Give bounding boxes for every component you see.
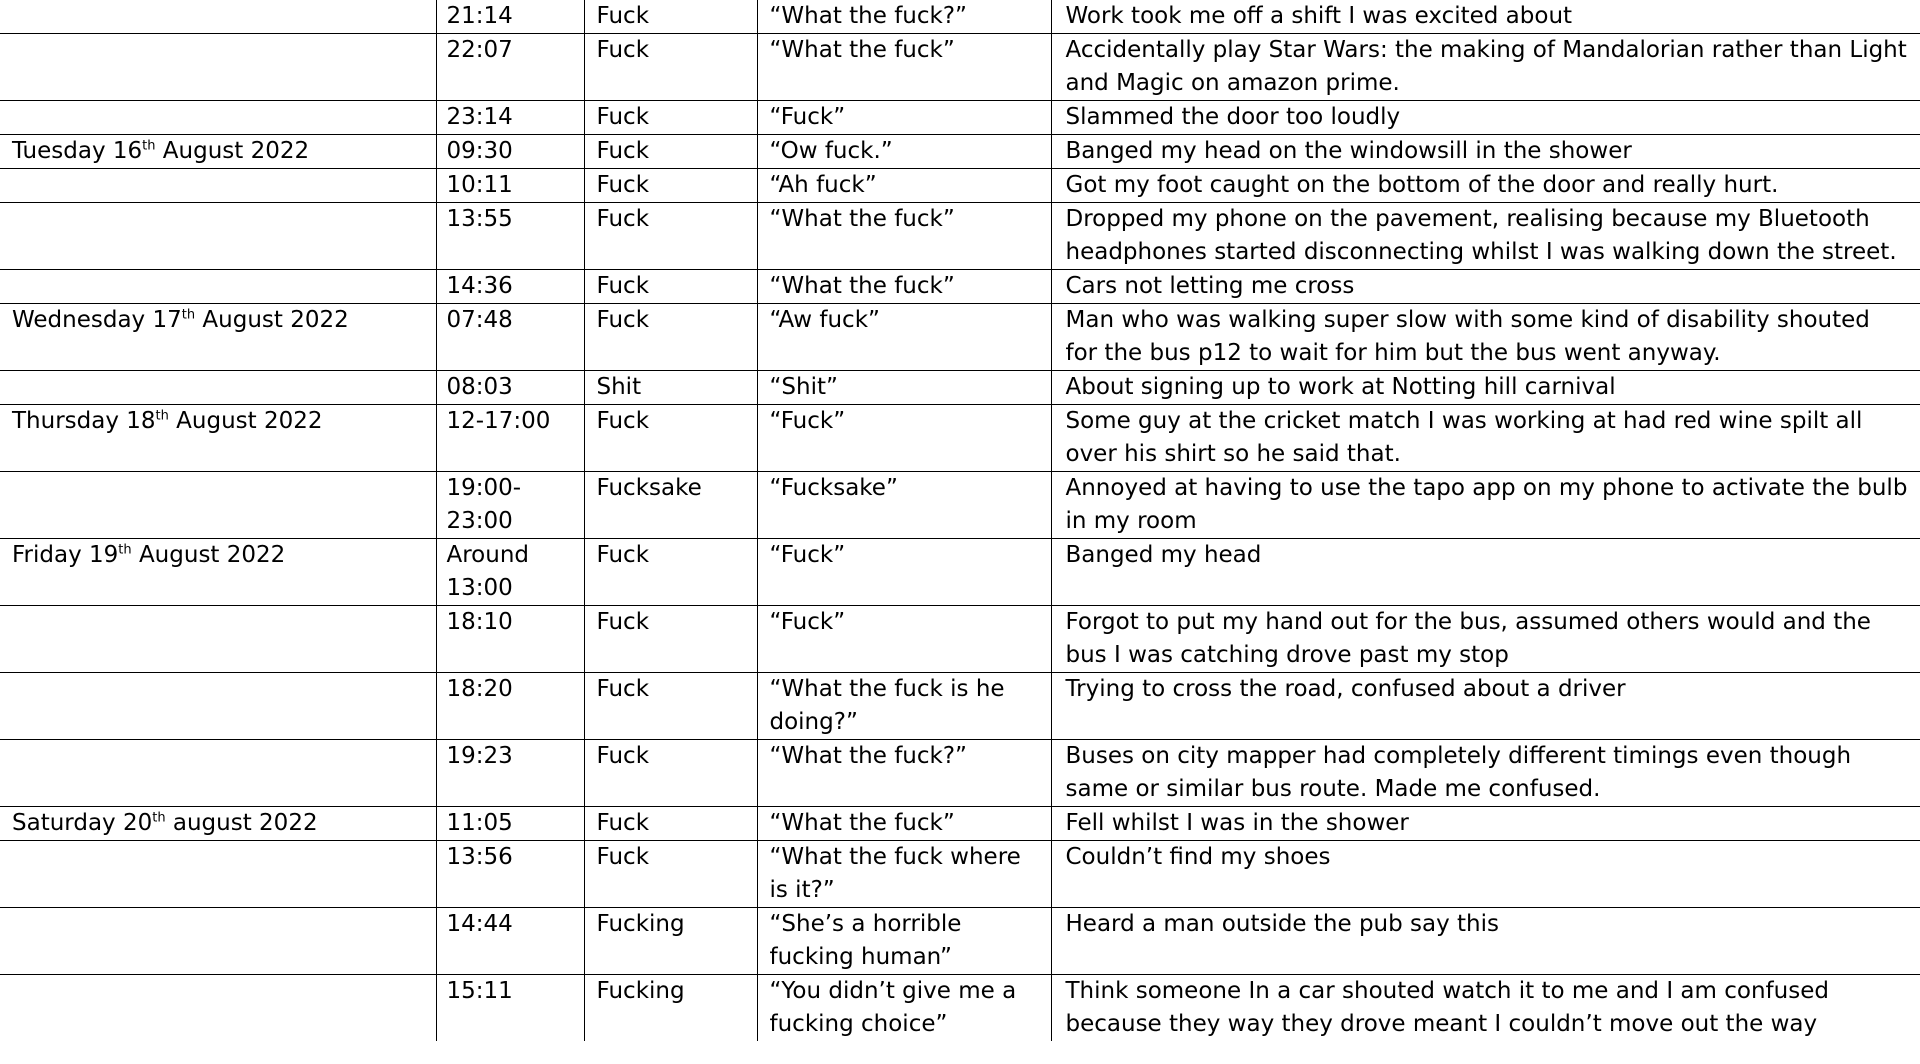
time-cell: 11:05 [436, 807, 584, 841]
table-row [0, 740, 1920, 807]
quote-cell: “What the fuck” [757, 203, 1051, 270]
date-cell [0, 101, 436, 135]
date-ordinal-suffix: th [142, 138, 156, 154]
table-row [0, 539, 1920, 606]
time-cell: 18:10 [436, 606, 584, 673]
time-cell: 19:00-23:00 [436, 472, 584, 539]
date-cell [0, 673, 436, 740]
quote-cell: “What the fuck” [757, 270, 1051, 304]
table-row [0, 304, 1920, 371]
context-cell: Accidentally play Star Wars: the making of Mandalorian rather than Light and Magic on amazon prime. [1051, 34, 1920, 101]
quote-cell: “Ow fuck.” [757, 135, 1051, 169]
swear-word-cell: Fucking [584, 975, 757, 1042]
context-cell: Some guy at the cricket match I was working at had red wine spilt all over his shirt so he said that. [1051, 405, 1920, 472]
table-row [0, 841, 1920, 908]
quote-cell: “Shit” [757, 371, 1051, 405]
swear-word-cell: Fuck [584, 740, 757, 807]
swear-word-cell: Fuck [584, 34, 757, 101]
date-day: Saturday 20 [12, 810, 153, 836]
swear-word-cell: Fuck [584, 807, 757, 841]
swear-word-cell: Fuck [584, 304, 757, 371]
time-cell: 09:30 [436, 135, 584, 169]
date-month-year: August 2022 [155, 138, 310, 164]
swear-word-cell: Fucksake [584, 472, 757, 539]
table-row [0, 975, 1920, 1042]
swear-word-cell: Fuck [584, 169, 757, 203]
time-cell: 10:11 [436, 169, 584, 203]
date-ordinal-suffix: th [152, 810, 166, 826]
date-cell [0, 841, 436, 908]
date-cell [0, 203, 436, 270]
table-row [0, 270, 1920, 304]
table-row [0, 606, 1920, 673]
date-cell [0, 908, 436, 975]
table-row [0, 472, 1920, 539]
time-cell: 21:14 [436, 0, 584, 34]
quote-cell: “Fuck” [757, 539, 1051, 606]
date-month-year: August 2022 [131, 542, 286, 568]
date-cell [0, 606, 436, 673]
swear-word-cell: Fuck [584, 135, 757, 169]
table-row [0, 405, 1920, 472]
table-row [0, 169, 1920, 203]
table-row [0, 807, 1920, 841]
quote-cell: “Ah fuck” [757, 169, 1051, 203]
time-cell: 19:23 [436, 740, 584, 807]
context-cell: Forgot to put my hand out for the bus, assumed others would and the bus I was catching drove past my stop [1051, 606, 1920, 673]
time-cell: 13:55 [436, 203, 584, 270]
table-row [0, 135, 1920, 169]
date-cell [0, 405, 436, 472]
date-day: Wednesday 17 [12, 307, 182, 333]
quote-cell: “Aw fuck” [757, 304, 1051, 371]
swear-word-cell: Shit [584, 371, 757, 405]
quote-cell: “Fuck” [757, 101, 1051, 135]
context-cell: Think someone In a car shouted watch it to me and I am confused because they way they drove meant I couldn’t move out the way [1051, 975, 1920, 1042]
table-row [0, 0, 1920, 34]
context-cell: Slammed the door too loudly [1051, 101, 1920, 135]
date-cell [0, 135, 436, 169]
date-cell [0, 270, 436, 304]
swear-word-cell: Fuck [584, 673, 757, 740]
quote-cell: “What the fuck?” [757, 0, 1051, 34]
date-month-year: August 2022 [168, 408, 323, 434]
context-cell: Banged my head on the windowsill in the shower [1051, 135, 1920, 169]
date-month-year: August 2022 [195, 307, 349, 333]
swear-word-cell: Fucking [584, 908, 757, 975]
quote-cell: “What the fuck” [757, 807, 1051, 841]
quote-cell: “You didn’t give me a fucking choice” [757, 975, 1051, 1042]
context-cell: Buses on city mapper had completely different timings even though same or similar bus route. Made me confused. [1051, 740, 1920, 807]
quote-cell: “Fuck” [757, 606, 1051, 673]
time-cell: 18:20 [436, 673, 584, 740]
swear-word-cell: Fuck [584, 606, 757, 673]
time-cell: 23:14 [436, 101, 584, 135]
quote-cell: “What the fuck” [757, 34, 1051, 101]
quote-cell: “She’s a horrible fucking human” [757, 908, 1051, 975]
swear-word-cell: Fuck [584, 841, 757, 908]
date-day: Tuesday 16 [12, 138, 143, 164]
time-cell: 08:03 [436, 371, 584, 405]
date-cell [0, 975, 436, 1042]
quote-cell: “What the fuck is he doing?” [757, 673, 1051, 740]
date-day: Thursday 18 [12, 408, 156, 434]
table-row [0, 34, 1920, 101]
swear-word-cell: Fuck [584, 101, 757, 135]
time-cell: Around 13:00 [436, 539, 584, 606]
time-cell: 14:36 [436, 270, 584, 304]
date-cell [0, 807, 436, 841]
context-cell: Dropped my phone on the pavement, realising because my Bluetooth headphones started disconnecting whilst I was walking down the street. [1051, 203, 1920, 270]
context-cell: Trying to cross the road, confused about a driver [1051, 673, 1920, 740]
context-cell: About signing up to work at Notting hill carnival [1051, 371, 1920, 405]
time-cell: 12-17:00 [436, 405, 584, 472]
swear-word-cell: Fuck [584, 405, 757, 472]
time-cell: 13:56 [436, 841, 584, 908]
table-row [0, 908, 1920, 975]
table-row [0, 101, 1920, 135]
swear-word-cell: Fuck [584, 203, 757, 270]
date-cell [0, 0, 436, 34]
time-cell: 22:07 [436, 34, 584, 101]
table-row [0, 673, 1920, 740]
date-cell [0, 304, 436, 371]
date-cell [0, 539, 436, 606]
table-row [0, 203, 1920, 270]
context-cell: Couldn’t find my shoes [1051, 841, 1920, 908]
context-cell: Annoyed at having to use the tapo app on my phone to activate the bulb in my room [1051, 472, 1920, 539]
context-cell: Work took me off a shift I was excited about [1051, 0, 1920, 34]
date-ordinal-suffix: th [155, 408, 169, 424]
date-cell [0, 740, 436, 807]
context-cell: Banged my head [1051, 539, 1920, 606]
date-ordinal-suffix: th [181, 307, 196, 323]
swear-word-cell: Fuck [584, 270, 757, 304]
date-cell [0, 34, 436, 101]
table-row [0, 371, 1920, 405]
time-cell: 14:44 [436, 908, 584, 975]
date-month-year: august 2022 [165, 810, 318, 836]
swear-word-cell: Fuck [584, 0, 757, 34]
context-cell: Man who was walking super slow with some kind of disability shouted for the bus p12 to wait for him but the bus went anyway. [1051, 304, 1920, 371]
quote-cell: “What the fuck where is it?” [757, 841, 1051, 908]
context-cell: Fell whilst I was in the shower [1051, 807, 1920, 841]
time-cell: 15:11 [436, 975, 584, 1042]
date-day: Friday 19 [12, 542, 119, 568]
date-cell [0, 472, 436, 539]
context-cell: Heard a man outside the pub say this [1051, 908, 1920, 975]
date-cell [0, 371, 436, 405]
date-cell [0, 169, 436, 203]
quote-cell: “What the fuck?” [757, 740, 1051, 807]
context-cell: Cars not letting me cross [1051, 270, 1920, 304]
date-ordinal-suffix: th [118, 542, 132, 558]
swear-word-cell: Fuck [584, 539, 757, 606]
time-cell: 07:48 [436, 304, 584, 371]
quote-cell: “Fucksake” [757, 472, 1051, 539]
quote-cell: “Fuck” [757, 405, 1051, 472]
context-cell: Got my foot caught on the bottom of the door and really hurt. [1051, 169, 1920, 203]
